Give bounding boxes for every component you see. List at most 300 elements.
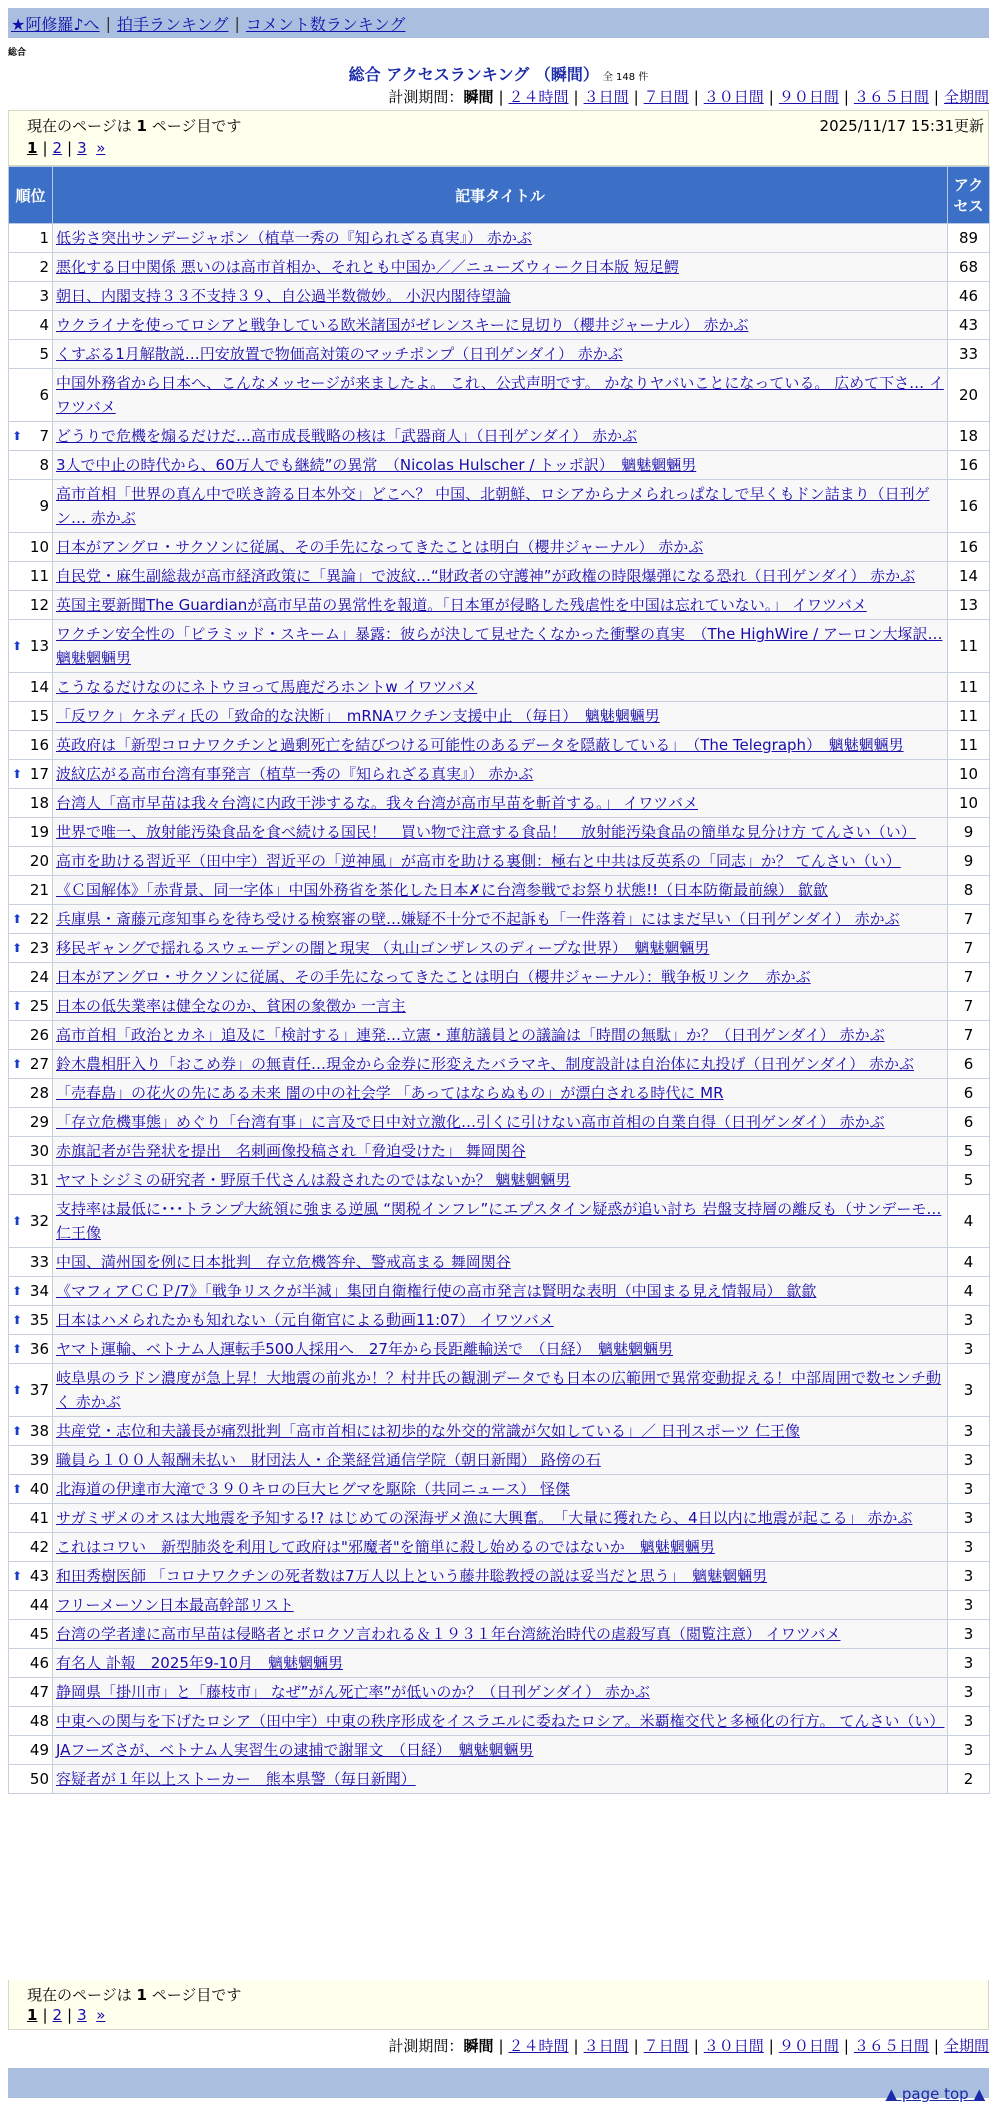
article-link[interactable]: 自民党・麻生副総裁が高市経済政策に「異論」で波紋…“財政者の守護神”が政権の時限爆弾になる恐れ（日刊ゲンダイ） 赤かぶ [56, 567, 916, 585]
rank-number: 14 [29, 678, 49, 696]
article-link[interactable]: 高市を助ける習近平（田中宇）習近平の「逆神風」が高市を助ける裏側：極右と中共は反英系の「同志」か？ てんさい（い） [56, 852, 901, 870]
article-link[interactable]: これはコワい 新型肺炎を利用して政府は"邪魔者"を簡単に殺し始めるのではないか 魑魅魍魎男 [56, 1538, 715, 1556]
rank-number: 7 [39, 427, 49, 445]
title-cell [53, 818, 948, 847]
rank-cell [9, 760, 53, 789]
title-cell [53, 673, 948, 702]
period-selector-bottom [388, 2035, 989, 2056]
article-link[interactable]: フリーメーソン日本最高幹部リスト [56, 1596, 294, 1614]
title-cell [53, 591, 948, 620]
access-count: 6 [948, 1108, 990, 1137]
rank-number: 5 [39, 345, 49, 363]
category-label: 総合 [8, 48, 27, 58]
period-link-1[interactable]: ３日間 [583, 88, 629, 106]
access-count: 9 [948, 818, 990, 847]
table-row [9, 451, 990, 480]
title-cell [53, 533, 948, 562]
title-cell [53, 562, 948, 591]
pager-link-3[interactable]: 3 [77, 139, 87, 157]
article-link[interactable]: 高市首相「世界の真ん中で咲き誇る日本外交」どこへ？ 中国、北朝鮮、ロシアからナメられっぱなしで早くもドン詰まり（日刊ゲン… 赤かぶ [56, 485, 930, 527]
rank-cell [9, 1591, 53, 1620]
table-row [9, 562, 990, 591]
pager-separator: | [42, 2006, 48, 2024]
period-separator: | [498, 88, 504, 106]
table-row [9, 731, 990, 760]
period-link-6[interactable]: 全期間 [943, 88, 989, 106]
article-link[interactable]: 「売春島」の花火の先にある未来 闇の中の社会学 「あってはならぬもの」が漂白される時代に MR [56, 1084, 724, 1102]
access-count: 3 [948, 1335, 990, 1364]
access-count: 3 [948, 1475, 990, 1504]
access-count: 3 [948, 1417, 990, 1446]
rank-cell [9, 311, 53, 340]
article-link[interactable]: 日本がアングロ・サクソンに従属、その手先になってきたことは明白（櫻井ジャーナル）：戦争板リンク 赤かぶ [56, 968, 811, 986]
rank-cell [9, 451, 53, 480]
article-link[interactable]: 支持率は最低に･･･トランプ大統領に強まる逆風 “関税インフレ”にエプスタイン疑惑が追い討ち 岩盤支持層の離反も（サンデーモ… 仁王像 [56, 1200, 942, 1242]
access-count: 11 [948, 620, 990, 673]
title-cell [53, 992, 948, 1021]
table-row [9, 847, 990, 876]
rank-number: 21 [29, 881, 49, 899]
pager-current: 1 [27, 139, 38, 157]
access-count: 6 [948, 1079, 990, 1108]
table-row [9, 992, 990, 1021]
access-count: 7 [948, 934, 990, 963]
up-arrow-icon: ⬆ [12, 1383, 23, 1397]
table-row [9, 1108, 990, 1137]
table-row [9, 818, 990, 847]
access-count: 7 [948, 992, 990, 1021]
period-link-3[interactable]: ３０日間 [703, 2037, 764, 2055]
article-link[interactable]: 移民ギャングで揺れるスウェーデンの闇と現実 （丸山ゴンザレスのディープな世界） 魑魅魍魎男 [56, 939, 710, 957]
table-row [9, 673, 990, 702]
access-count: 43 [948, 311, 990, 340]
table-row [9, 224, 990, 253]
rank-cell [9, 876, 53, 905]
up-arrow-icon: ⬆ [12, 1424, 23, 1438]
title-cell [53, 480, 948, 533]
up-arrow-icon: ⬆ [12, 429, 23, 443]
title-cell [53, 1591, 948, 1620]
footer-bar [8, 2068, 989, 2098]
period-link-4[interactable]: ９０日間 [778, 88, 839, 106]
access-count: 3 [948, 1533, 990, 1562]
table-row [9, 789, 990, 818]
nav-separator: | [105, 13, 111, 33]
article-link[interactable]: 赤旗記者が告発状を提出 名刺画像投稿され「脅迫受けた」 舞岡関谷 [56, 1142, 526, 1160]
article-link[interactable]: 北海道の伊達市大滝で３９０キロの巨大ヒグマを駆除（共同ニュース） 怪傑 [56, 1480, 571, 1498]
rank-cell [9, 480, 53, 533]
page-text: ページ目です [146, 117, 242, 135]
nav-link-clap-ranking[interactable]: 拍手ランキング [116, 14, 229, 34]
period-link-5[interactable]: ３６５日間 [853, 88, 929, 106]
rank-cell [9, 1137, 53, 1166]
table-row [9, 1533, 990, 1562]
article-link[interactable]: ワクチン安全性の「ピラミッド・スキーム」暴露：彼らが決して見せたくなかった衝撃の真実 （The HighWire / アーロン大塚訳… 魑魅魍魎男 [56, 625, 943, 667]
table-row [9, 1166, 990, 1195]
table-row [9, 760, 990, 789]
table-row [9, 1765, 990, 1794]
rank-number: 11 [29, 567, 49, 585]
article-link[interactable]: 静岡県「掛川市」と「藤枝市」 なぜ”がん死亡率”が低いのか？（日刊ゲンダイ） 赤かぶ [56, 1683, 650, 1701]
table-row [9, 1248, 990, 1277]
title-cell [53, 1678, 948, 1707]
up-arrow-icon: ⬆ [12, 1057, 23, 1071]
ranking-title: 総合 アクセスランキング （瞬間） [348, 65, 599, 84]
title-cell [53, 253, 948, 282]
title-cell [53, 369, 948, 422]
title-cell [53, 1620, 948, 1649]
rank-cell [9, 1277, 53, 1306]
title-cell [53, 1335, 948, 1364]
rank-cell [9, 1678, 53, 1707]
title-cell [53, 1475, 948, 1504]
article-link[interactable]: 「存立危機事態」めぐり「台湾有事」に言及で日中対立激化…引くに引けない高市首相の自業自得（日刊ゲンダイ） 赤かぶ [56, 1113, 885, 1131]
access-count: 5 [948, 1166, 990, 1195]
article-link[interactable]: 悪化する日中関係 悪いのは高市首相か、それとも中国か／／ニューズウィーク日本版 短足鰐 [56, 258, 679, 276]
pager-link-3[interactable]: 3 [77, 2006, 87, 2024]
current-page-number: 1 [136, 1986, 147, 2004]
rank-number: 9 [39, 497, 49, 515]
article-link[interactable]: 「反ワク」ケネディ氏の「致命的な決断」 mRNAワクチン支援中止 （毎日） 魑魅魍魎男 [56, 707, 660, 725]
article-link[interactable]: 朝日、内閣支持３３不支持３９、自公過半数微妙。 小沢内閣待望論 [56, 287, 511, 305]
rank-cell [9, 1195, 53, 1248]
period-separator: | [933, 2037, 939, 2055]
rank-cell [9, 1306, 53, 1335]
pager-link-2[interactable]: 2 [52, 2006, 63, 2024]
article-link[interactable]: 日本がアングロ・サクソンに従属、その手先になってきたことは明白（櫻井ジャーナル） 赤かぶ [56, 538, 704, 556]
period-separator: | [573, 2037, 579, 2055]
rank-number: 41 [29, 1509, 49, 1527]
table-row [9, 1335, 990, 1364]
title-cell [53, 282, 948, 311]
title-cell [53, 1277, 948, 1306]
access-count: 3 [948, 1736, 990, 1765]
rank-number: 40 [29, 1480, 49, 1498]
article-link[interactable]: 《マフィアＣＣＰ/7》「戦争リスクが半減」集団自衛権行使の高市発言は賢明な表明（中国まる見え情報局） 歙歙 [56, 1282, 817, 1300]
period-separator: | [573, 88, 579, 106]
rank-cell [9, 1533, 53, 1562]
rank-cell [9, 562, 53, 591]
rank-number: 23 [29, 939, 49, 957]
header-title: 記事タイトル [53, 167, 948, 224]
title-cell [53, 847, 948, 876]
rank-cell [9, 533, 53, 562]
rank-cell [9, 369, 53, 422]
up-arrow-icon: ⬆ [12, 1482, 23, 1496]
pager-current: 1 [27, 2006, 38, 2024]
top-nav-bar [8, 8, 989, 38]
table-row [9, 1364, 990, 1417]
rank-number: 38 [29, 1422, 49, 1440]
article-link[interactable]: 低劣さ突出サンデージャポン（植草一秀の『知られざる真実』） 赤かぶ [56, 229, 532, 247]
page-top-link-wrap [886, 2085, 985, 2103]
table-row [9, 1050, 990, 1079]
access-count: 3 [948, 1562, 990, 1591]
article-link[interactable]: 中東への関与を下げたロシア（田中宇）中東の秩序形成をイスラエルに委ねたロシア。米覇権交代と多極化の行方。 てんさい（い） [56, 1712, 945, 1730]
rank-number: 4 [39, 316, 49, 334]
title-cell [53, 1765, 948, 1794]
article-link[interactable]: JAフーズさが、ベトナム人実習生の逮捕で謝罪文 （日経） 魑魅魍魎男 [56, 1741, 534, 1759]
period-current: 瞬間 [463, 88, 494, 106]
pager-link-2[interactable]: 2 [52, 139, 63, 157]
period-link-0[interactable]: ２４時間 [508, 88, 569, 106]
access-count: 4 [948, 1277, 990, 1306]
nav-link-comment-ranking[interactable]: コメント数ランキング [245, 14, 406, 34]
title-cell [53, 224, 948, 253]
article-link[interactable]: 英政府は「新型コロナワクチンと過剰死亡を結びつける可能性のあるデータを隠蔽している」 （The Telegraph） 魑魅魍魎男 [56, 736, 904, 754]
up-arrow-icon: ⬆ [12, 1284, 23, 1298]
article-link[interactable]: どうりで危機を煽るだけだ…高市成長戦略の核は「武器商人」（日刊ゲンダイ） 赤かぶ [56, 427, 638, 445]
article-link[interactable]: 日本の低失業率は健全なのか、貧困の象徴か 一言主 [56, 997, 406, 1015]
title-cell [53, 620, 948, 673]
article-link[interactable]: ヤマト運輸、ベトナム人運転手500人採用へ 27年から長距離輸送で （日経） 魑魅魍魎男 [56, 1340, 673, 1358]
period-separator: | [843, 2037, 849, 2055]
title-cell [53, 760, 948, 789]
access-count: 3 [948, 1707, 990, 1736]
title-cell [53, 1736, 948, 1765]
access-count: 11 [948, 702, 990, 731]
access-count: 2 [948, 1765, 990, 1794]
title-cell [53, 311, 948, 340]
title-cell [53, 1166, 948, 1195]
up-arrow-icon: ⬆ [12, 912, 23, 926]
table-row [9, 369, 990, 422]
rank-number: 25 [29, 997, 49, 1015]
rank-number: 26 [29, 1026, 49, 1044]
rank-number: 16 [29, 736, 49, 754]
page-top-link[interactable]: ▲ page top ▲ [885, 2085, 985, 2103]
access-count: 16 [948, 533, 990, 562]
rank-cell [9, 1504, 53, 1533]
article-link[interactable]: 3人で中止の時代から、60万人でも継続”の異常 （Nicolas Hulscher / トッポ訳） 魑魅魍魎男 [56, 456, 697, 474]
article-link[interactable]: 英国主要新聞The Guardianが高市早苗の異常性を報道。「日本軍が侵略した残虐性を中国は忘れていない。」 イワツバメ [56, 596, 867, 614]
access-count: 7 [948, 1021, 990, 1050]
up-arrow-icon: ⬆ [12, 1342, 23, 1356]
rank-cell [9, 253, 53, 282]
rank-number: 32 [29, 1212, 49, 1230]
article-link[interactable]: 高市首相「政治とカネ」追及に「検討する」連発…立憲・蓮舫議員との議論は「時間の無駄」か？（日刊ゲンダイ） 赤かぶ [56, 1026, 885, 1044]
header-access: アクセス [948, 167, 990, 224]
period-label: 計測期間： [388, 2037, 464, 2055]
period-link-5[interactable]: ３６５日間 [853, 2037, 929, 2055]
page-info-bottom [8, 1980, 989, 2030]
table-row [9, 533, 990, 562]
table-row [9, 963, 990, 992]
table-header [9, 167, 990, 224]
article-link[interactable]: 容疑者が１年以上ストーカー 熊本県警（毎日新聞） [56, 1770, 416, 1788]
rank-cell [9, 1417, 53, 1446]
up-arrow-icon: ⬆ [12, 639, 23, 653]
title-cell [53, 451, 948, 480]
article-link[interactable]: 台湾人「高市早苗は我々台湾に内政干渉するな。我々台湾が高市早苗を斬首する。」 イワツバメ [56, 794, 698, 812]
rank-cell [9, 1335, 53, 1364]
access-count: 33 [948, 340, 990, 369]
rank-cell [9, 1620, 53, 1649]
rank-cell [9, 1649, 53, 1678]
period-label: 計測期間： [388, 88, 464, 106]
table-row [9, 934, 990, 963]
header-rank: 順位 [9, 167, 53, 224]
article-link[interactable]: 職員ら１００人報酬未払い 財団法人・企業経営通信学院（朝日新聞） 路傍の石 [56, 1451, 601, 1469]
table-row [9, 1736, 990, 1765]
rank-cell [9, 1364, 53, 1417]
pager-next[interactable]: » [96, 139, 106, 157]
title-cell [53, 702, 948, 731]
table-row [9, 1417, 990, 1446]
table-row [9, 1277, 990, 1306]
rank-number: 47 [29, 1683, 49, 1701]
access-count: 8 [948, 876, 990, 905]
access-count: 11 [948, 731, 990, 760]
access-count: 4 [948, 1195, 990, 1248]
period-separator: | [843, 88, 849, 106]
total-count: 全 148 件 [602, 72, 649, 83]
title-cell [53, 1079, 948, 1108]
rank-number: 15 [29, 707, 49, 725]
table-row [9, 1562, 990, 1591]
title-cell [53, 1306, 948, 1335]
current-page-info [27, 1984, 241, 2005]
rank-cell [9, 818, 53, 847]
table-row [9, 422, 990, 451]
rank-number: 27 [29, 1055, 49, 1073]
article-link[interactable]: ヤマトシジミの研究者・野原千代さんは殺されたのではないか？ 魑魅魍魎男 [56, 1171, 571, 1189]
rank-number: 31 [29, 1171, 49, 1189]
ranking-table [8, 166, 990, 1794]
rank-number: 18 [29, 794, 49, 812]
period-link-6[interactable]: 全期間 [943, 2037, 989, 2055]
article-link[interactable]: ウクライナを使ってロシアと戦争している欧米諸国がゼレンスキーに見切り（櫻井ジャーナル） 赤かぶ [56, 316, 749, 334]
access-count: 16 [948, 480, 990, 533]
page-text: 現在のページは [27, 1986, 137, 2004]
article-link[interactable]: 共産党・志位和夫議長が痛烈批判「高市首相には初歩的な外交的常識が欠如している」／ 日刊スポーツ 仁王像 [56, 1422, 800, 1440]
rank-number: 6 [39, 386, 49, 404]
table-row [9, 282, 990, 311]
rank-number: 43 [29, 1567, 49, 1585]
access-count: 7 [948, 963, 990, 992]
title-cell [53, 1248, 948, 1277]
rank-number: 22 [29, 910, 49, 928]
table-row [9, 1195, 990, 1248]
access-count: 3 [948, 1620, 990, 1649]
period-link-2[interactable]: ７日間 [643, 2037, 689, 2055]
title-cell [53, 731, 948, 760]
table-row [9, 1306, 990, 1335]
rank-cell [9, 731, 53, 760]
article-link[interactable]: 和田秀樹医師 「コロナワクチンの死者数は7万人以上という藤井聡教授の説は妥当だと思う」 魑魅魍魎男 [56, 1567, 768, 1585]
table-row [9, 1504, 990, 1533]
rank-cell [9, 992, 53, 1021]
rank-number: 36 [29, 1340, 49, 1358]
rank-number: 3 [39, 287, 49, 305]
table-row [9, 1079, 990, 1108]
up-arrow-icon: ⬆ [12, 1214, 23, 1228]
rank-number: 12 [29, 596, 49, 614]
rank-cell [9, 1765, 53, 1794]
page-text: 現在のページは [27, 117, 137, 135]
rank-number: 37 [29, 1381, 49, 1399]
pager-separator: | [67, 2006, 73, 2024]
period-link-4[interactable]: ９０日間 [778, 2037, 839, 2055]
access-count: 3 [948, 1504, 990, 1533]
rank-cell [9, 1079, 53, 1108]
pager-next[interactable]: » [96, 2006, 106, 2024]
current-page-number: 1 [136, 117, 147, 135]
rank-cell [9, 702, 53, 731]
article-link[interactable]: 有名人 訃報 2025年9-10月 魑魅魍魎男 [56, 1654, 343, 1672]
title-cell [53, 1707, 948, 1736]
rank-number: 28 [29, 1084, 49, 1102]
rank-cell [9, 1248, 53, 1277]
article-link[interactable]: 兵庫県・斎藤元彦知事らを待ち受ける検察審の壁…嫌疑不十分で不起訴も「一件落着」にはまだ早い（日刊ゲンダイ） 赤かぶ [56, 910, 900, 928]
article-link[interactable]: 日本はハメられたかも知れない（元自衛官による動画11:07） イワツバメ [56, 1311, 554, 1329]
article-link[interactable]: 中国、満州国を例に日本批判 存立危機答弁、警戒高まる 舞岡関谷 [56, 1253, 511, 1271]
rank-cell [9, 847, 53, 876]
article-link[interactable]: サガミザメのオスは大地震を予知する!? はじめての深海ザメ漁に大興奮。 「大量に獲れたら、4日以内に地震が起こる」 赤かぶ [56, 1509, 913, 1527]
access-count: 46 [948, 282, 990, 311]
access-count: 10 [948, 789, 990, 818]
article-link[interactable]: 世界で唯一、放射能汚染食品を食べ続ける国民！ 買い物で注意する食品！ 放射能汚染食品の簡単な見分け方 てんさい（い） [56, 823, 916, 841]
article-link[interactable]: くすぶる1月解散説…円安放置で物価高対策のマッチポンプ（日刊ゲンダイ） 赤かぶ [56, 345, 623, 363]
article-link[interactable]: こうなるだけなのにネトウヨって馬鹿だろホントw イワツバメ [56, 678, 478, 696]
article-link[interactable]: 波紋広がる高市台湾有事発言（植草一秀の『知られざる真実』） 赤かぶ [56, 765, 534, 783]
title-cell [53, 789, 948, 818]
rank-cell [9, 934, 53, 963]
table-row [9, 702, 990, 731]
table-row [9, 1707, 990, 1736]
access-count: 7 [948, 905, 990, 934]
article-link[interactable]: 《Ｃ国解体》「赤背景、同一字体」中国外務省を茶化した日本✗に台湾参戦でお祭り状態!!（日本防衛最前線） 歙歙 [56, 881, 828, 899]
rank-number: 49 [29, 1741, 49, 1759]
period-link-0[interactable]: ２４時間 [508, 2037, 569, 2055]
article-link[interactable]: 台湾の学者達に高市早苗は侵略者とボロクソ言われる＆１９３１年台湾統治時代の虐殺写真（閲覧注意） イワツバメ [56, 1625, 841, 1643]
rank-number: 2 [39, 258, 49, 276]
rank-cell [9, 422, 53, 451]
rank-cell [9, 1021, 53, 1050]
rank-number: 17 [29, 765, 49, 783]
rank-cell [9, 789, 53, 818]
page-title [0, 62, 997, 85]
period-link-2[interactable]: ７日間 [643, 88, 689, 106]
period-link-3[interactable]: ３０日間 [703, 88, 764, 106]
table-row [9, 1649, 990, 1678]
access-count: 14 [948, 562, 990, 591]
article-link[interactable]: 鈴木農相肝入り「おこめ券」の無責任…現金から金券に形変えたバラマキ、制度設計は自治体に丸投げ（日刊ゲンダイ） 赤かぶ [56, 1055, 914, 1073]
rank-number: 13 [29, 637, 49, 655]
ranking-body [9, 224, 990, 1794]
period-separator: | [498, 2037, 504, 2055]
title-cell [53, 1562, 948, 1591]
table-row [9, 620, 990, 673]
article-link[interactable]: 中国外務省から日本へ、こんなメッセージが来ましたよ。 これ、公式声明です。 かなりヤバいことになっている。 広めて下さ… イワツバメ [56, 374, 944, 416]
up-arrow-icon: ⬆ [12, 767, 23, 781]
title-cell [53, 1137, 948, 1166]
nav-link-asyura[interactable]: ★阿修羅♪へ [11, 14, 100, 34]
rank-number: 19 [29, 823, 49, 841]
table-row [9, 1446, 990, 1475]
nav-separator: | [234, 13, 240, 33]
table-row [9, 876, 990, 905]
rank-cell [9, 1707, 53, 1736]
table-row [9, 340, 990, 369]
period-separator: | [693, 2037, 699, 2055]
article-link[interactable]: 岐阜県のラドン濃度が急上昇！大地震の前兆か！？村井氏の観測データでも日本の広範囲で異常変動捉える！中部周囲で数センチ動く 赤かぶ [56, 1369, 942, 1411]
period-selector-top [388, 86, 989, 107]
period-link-1[interactable]: ３日間 [583, 2037, 629, 2055]
period-separator: | [693, 88, 699, 106]
period-separator: | [633, 2037, 639, 2055]
rank-number: 42 [29, 1538, 49, 1556]
